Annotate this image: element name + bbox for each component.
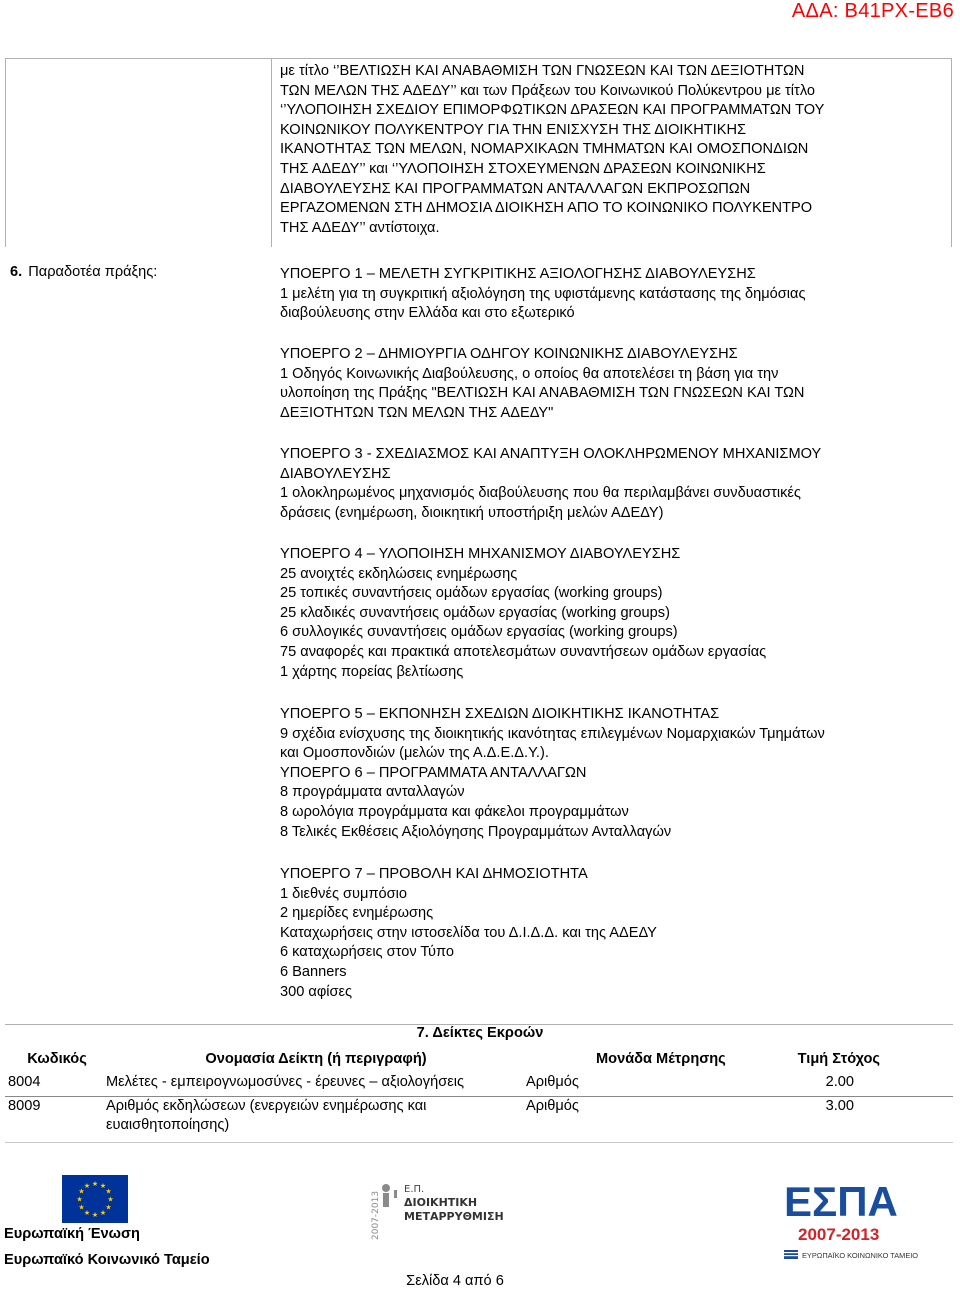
cell-unit: Αριθμός — [526, 1098, 579, 1114]
text-line: δράσεις (ενημέρωση, διοικητική υποστήριξη μελών ΑΔΕΔΥ) — [280, 504, 664, 521]
text-line: 25 κλαδικές συναντήσεις ομάδων εργασίας (working groups) — [280, 604, 670, 621]
ep-logo-line2: ΜΕΤΑΡΡΥΘΜΙΣΗ — [404, 1210, 504, 1223]
svg-text:★: ★ — [99, 1209, 107, 1217]
text-line: και Ομοσπονδιών (μελών της Α.Δ.Ε.Δ.Υ.). — [280, 745, 549, 762]
svg-text:★: ★ — [99, 1182, 107, 1190]
text-line: ΥΠΟΕΡΓΟ 1 – ΜΕΛΕΤΗ ΣΥΓΚΡΙΤΙΚΗΣ ΑΞΙΟΛΟΓΗΣΗΣ ΔΙΑΒΟΥΛΕΥΣΗΣ — [280, 266, 756, 282]
cell-name: Αριθμός εκδηλώσεων (ενεργειών ενημέρωσης και ευαισθητοποίησης) — [106, 1098, 427, 1133]
cell-code: 8004 — [8, 1074, 41, 1090]
text-line: ΤΗΣ ΑΔΕΔΥ’’ αντίστοιχα. — [280, 219, 440, 236]
header-code: Κωδικός — [27, 1051, 87, 1067]
text-line: 6 συλλογικές συναντήσεις ομάδων εργασίας (working groups) — [280, 624, 678, 641]
ep-logo-years: 2007-2013 — [371, 1190, 381, 1240]
ada-code: ΑΔΑ: Β41ΡΧ-ΕΒ6 — [791, 0, 954, 22]
cell-target: 2.00 — [825, 1074, 854, 1090]
text-line: 1 ολοκληρωμένος μηχανισμός διαβούλευσης που θα περιλαμβάνει συνδυαστικές — [280, 485, 801, 502]
espa-logo-fund: ΕΥΡΩΠΑΪΚΟ ΚΟΙΝΩΝΙΚΟ ΤΑΜΕΙΟ — [802, 1251, 919, 1260]
text-line: ΙΚΑΝΟΤΗΤΑΣ ΤΩΝ ΜΕΛΩΝ, ΝΟΜΑΡΧΙΚΑΩΝ ΤΜΗΜΑΤΩΝ ΚΑΙ ΟΜΟΣΠΟΝΔΙΩΝ — [280, 141, 809, 158]
cell-code: 8009 — [8, 1098, 41, 1114]
text-line: 1 Οδηγός Κοινωνικής Διαβούλευσης, ο οποίος θα αποτελέσει τη βάση για την — [280, 365, 779, 382]
text-line: 2 ημερίδες ενημέρωσης — [280, 905, 434, 922]
header-name: Ονομασία Δείκτη (ή περιγραφή) — [205, 1051, 427, 1067]
text-line: 6 Banners — [280, 963, 347, 980]
svg-text:★: ★ — [83, 1182, 91, 1190]
text-line: 1 χάρτης πορείας βελτίωσης — [280, 663, 464, 680]
section-title: Παραδοτέα πράξης: — [28, 264, 158, 280]
svg-text:★: ★ — [78, 1203, 85, 1212]
eu-union-label: Ευρωπαϊκή Ένωση — [4, 1226, 140, 1242]
text-line: υλοποίηση της Πράξης "ΒΕΛΤΙΩΣΗ ΚΑΙ ΑΝΑΒΑΘΜΙΣΗ ΤΩΝ ΓΝΩΣΕΩΝ ΚΑΙ ΤΩΝ — [280, 385, 805, 402]
page-number: Σελίδα 4 από 6 — [406, 1273, 504, 1289]
text-line: 1 διεθνές συμπόσιο — [280, 885, 407, 902]
deliverable-block-3 — [280, 445, 910, 523]
section-6-label — [10, 264, 157, 280]
text-line: 8 ωρολόγια προγράμματα και φάκελοι προγραμμάτων — [280, 803, 629, 820]
text-line: 75 αναφορές και πρακτικά αποτελεσμάτων συναντήσεων ομάδων εργασίας — [280, 643, 767, 660]
text-line: 300 αφίσες — [280, 983, 353, 1000]
section-7-title: 7. Δείκτες Εκροών — [416, 1025, 544, 1041]
text-line: ΥΠΟΕΡΓΟ 5 – ΕΚΠΟΝΗΣΗ ΣΧΕΔΙΩΝ ΔΙΟΙΚΗΤΙΚΗΣ ΙΚΑΝΟΤΗΤΑΣ — [280, 706, 720, 722]
svg-text:★: ★ — [83, 1209, 91, 1217]
text-line: 1 μελέτη για τη συγκριτική αξιολόγηση της υφιστάμενης κατάστασης της δημόσιας — [280, 285, 806, 302]
text-line: ΚΟΙΝΩΝΙΚΟΥ ΠΟΛΥΚΕΝΤΡΟΥ ΓΙΑ ΤΗΝ ΕΝΙΣΧΥΣΗ ΤΗΣ ΔΙΟΙΚΗΤΙΚΗΣ — [280, 121, 747, 138]
text-line: Καταχωρήσεις στην ιστοσελίδα του Δ.Ι.Δ.Δ. και της ΑΔΕΔΥ — [280, 924, 657, 941]
svg-text:★: ★ — [105, 1203, 112, 1212]
svg-text:★: ★ — [78, 1187, 85, 1196]
indicators-table — [6, 1047, 952, 1135]
text-line: διαβούλευσης στην Ελλάδα και στο εξωτερικό — [280, 305, 575, 322]
text-line: ‘’ΥΛΟΠΟΙΗΣΗ ΣΧΕΔΙΟΥ ΕΠΙΜΟΡΦΩΤΙΚΩΝ ΔΡΑΣΕΩΝ ΚΑΙ ΠΡΟΓΡΑΜΜΑΤΩΝ ΤΟΥ — [280, 102, 825, 119]
continuation-paragraph — [280, 62, 910, 238]
svg-text:★: ★ — [91, 1211, 99, 1219]
text-line: ΥΠΟΕΡΓΟ 2 – ΔΗΜΙΟΥΡΓΙΑ ΟΔΗΓΟΥ ΚΟΙΝΩΝΙΚΗΣ ΔΙΑΒΟΥΛΕΥΣΗΣ — [280, 346, 738, 362]
eu-flag-logo — [62, 1175, 128, 1223]
text-line: ΥΠΟΕΡΓΟ 6 – ΠΡΟΓΡΑΜΜΑΤΑ ΑΝΤΑΛΛΑΓΩΝ — [280, 764, 587, 781]
header-unit: Μονάδα Μέτρησης — [596, 1051, 726, 1067]
svg-text:★: ★ — [76, 1195, 83, 1204]
text-line: ΔΙΑΒΟΥΛΕΥΣΗΣ ΚΑΙ ΠΡΟΓΡΑΜΜΑΤΩΝ ΑΝΤΑΛΛΑΓΩΝ ΕΚΠΡΟΣΩΠΩΝ — [280, 180, 751, 197]
text-line: ΕΡΓΑΖΟΜΕΝΩΝ ΣΤΗ ΔΗΜΟΣΙΑ ΔΙΟΙΚΗΣΗ ΑΠΟ ΤΟ ΚΟΙΝΩΝΙΚΟ ΠΟΛΥΚΕΝΤΡΟ — [280, 200, 813, 217]
text-line: 6 καταχωρήσεις στον Τύπο — [280, 944, 455, 961]
text-line: με τίτλο ‘’ΒΕΛΤΙΩΣΗ ΚΑΙ ΑΝΑΒΑΘΜΙΣΗ ΤΩΝ ΓΝΩΣΕΩΝ ΚΑΙ ΤΩΝ ΔΕΞΙΟΤΗΤΩΝ — [280, 63, 805, 79]
deliverable-block-1 — [280, 265, 910, 324]
table-row — [6, 1095, 952, 1135]
cell-target: 3.00 — [825, 1098, 854, 1114]
text-line: ΔΙΑΒΟΥΛΕΥΣΗΣ — [280, 465, 391, 482]
text-line: ΥΠΟΕΡΓΟ 4 – ΥΛΟΠΟΙΗΣΗ ΜΗΧΑΝΙΣΜΟΥ ΔΙΑΒΟΥΛΕΥΣΗΣ — [280, 546, 681, 562]
text-line: ΔΕΞΙΟΤΗΤΩΝ ΤΩΝ ΜΕΛΩΝ ΤΗΣ ΑΔΕΔΥ" — [280, 404, 554, 421]
espa-logo-years: 2007-2013 — [798, 1225, 880, 1244]
text-line: 25 ανοιχτές εκδηλώσεις ενημέρωσης — [280, 565, 518, 582]
svg-text:★: ★ — [107, 1195, 114, 1204]
deliverable-block-7 — [280, 865, 910, 1002]
text-line: ΤΗΣ ΑΔΕΔΥ’’ και ‘’ΥΛΟΠΟΙΗΣΗ ΣΤΟΧΕΥΜΕΝΩΝ ΔΡΑΣΕΩΝ ΚΟΙΝΩΝΙΚΗΣ — [280, 160, 766, 177]
text-line: 25 τοπικές συναντήσεις ομάδων εργασίας (working groups) — [280, 585, 663, 602]
ep-logo-ep: Ε.Π. — [404, 1184, 425, 1195]
deliverable-block-4 — [280, 545, 910, 682]
header-target: Τιμή Στόχος — [797, 1051, 880, 1067]
text-line: 8 προγράμματα ανταλλαγών — [280, 784, 465, 801]
footer-divider — [5, 1142, 953, 1143]
text-line: ΥΠΟΕΡΓΟ 3 - ΣΧΕΔΙΑΣΜΟΣ ΚΑΙ ΑΝΑΠΤΥΞΗ ΟΛΟΚΛΗΡΩΜΕΝΟΥ ΜΗΧΑΝΙΣΜΟΥ — [280, 446, 822, 462]
cell-unit: Αριθμός — [526, 1074, 579, 1090]
text-line: 8 Τελικές Εκθέσεις Αξιολόγησης Προγραμμάτων Ανταλλαγών — [280, 823, 672, 840]
table-header-row — [6, 1047, 952, 1071]
espa-logo-title: ΕΣΠΑ — [784, 1178, 898, 1225]
text-line: 9 σχέδια ενίσχυσης της διοικητικής ικανότητας επιλεγμένων Νομαρχιακών Τμημάτων — [280, 725, 825, 742]
ep-administrative-reform-logo — [371, 1180, 504, 1266]
text-line: ΥΠΟΕΡΓΟ 7 – ΠΡΟΒΟΛΗ ΚΑΙ ΔΗΜΟΣΙΟΤΗΤΑ — [280, 866, 588, 882]
espa-logo — [780, 1176, 920, 1268]
deliverable-block-2 — [280, 345, 910, 423]
cell-name: Μελέτες - εμπειρογνωμοσύνες - έρευνες – αξιολογήσεις — [106, 1074, 464, 1090]
section-number: 6. — [10, 264, 23, 280]
eu-fund-label: Ευρωπαϊκό Κοινωνικό Ταμείο — [4, 1252, 210, 1268]
deliverable-block-5 — [280, 705, 910, 842]
svg-text:★: ★ — [91, 1180, 99, 1188]
svg-text:★: ★ — [105, 1187, 112, 1196]
table-row — [6, 1071, 952, 1095]
text-line: ΤΩΝ ΜΕΛΩΝ ΤΗΣ ΑΔΕΔΥ’’ και των Πράξεων του Κοινωνικού Πολύκεντρου με τίτλο — [280, 82, 816, 99]
ep-logo-line1: ΔΙΟΙΚΗΤΙΚΗ — [404, 1196, 478, 1209]
